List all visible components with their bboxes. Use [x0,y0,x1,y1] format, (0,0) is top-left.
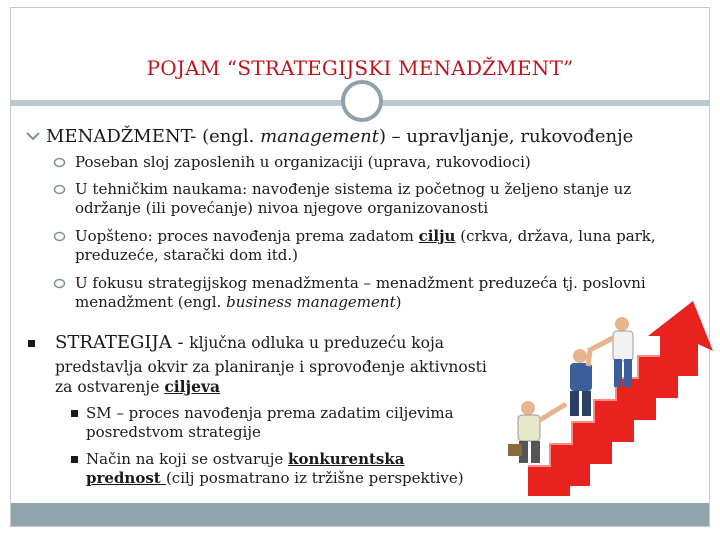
bullet-circle-icon [53,231,66,242]
ciljeva-underlined: ciljeva [164,377,221,396]
bullet-square-icon [71,456,78,463]
strategija-point-2-text: Način na koji se ostvaruje [86,450,289,468]
strategija-definition [55,332,444,353]
bullet-square-icon [71,410,78,417]
decorative-circle-icon [341,80,383,122]
strategija-term: STRATEGIJA - [55,332,190,353]
business-management-emphasis: business management [226,293,396,311]
bullet-square-icon [28,340,35,347]
cilju-link: cilju [418,227,456,245]
prednost-bold: prednost [86,469,166,487]
businessman-middle-icon [570,349,592,416]
sub-point-1-text: Poseban sloj zaposlenih u organizaciji (uprava, rukovodioci) [75,153,531,171]
definition-text: (engl. [196,126,261,147]
strategija-continuation [55,357,495,397]
strategija-point-1 [86,404,486,442]
sub-point-2-line1: U tehničkim naukama: navođenje sistema iz početnog u željeno stanje uz [75,180,632,198]
strategija-line3: za ostvarenje [55,378,165,396]
sub-point-3 [75,227,695,265]
bullet-circle-icon [53,157,66,168]
strategija-point-2-end: (cilj posmatrano iz tržišne perspektive) [165,469,464,487]
definition-emphasis: management [260,126,379,147]
sub-point-3-text-end: (crkva, država, luna park, [455,227,656,245]
sub-point-4-line2: menadžment (engl. [75,293,227,311]
strategija-point-1-line1: SM – proces navođenja prema zadatim ciljevima [86,404,454,422]
sub-point-4-line1: U fokusu strategijskog menadžmenta – menadžment preduzeća tj. poslovni [75,274,646,292]
konkurentska-bold: konkurentska [288,450,405,468]
businessman-top-icon [588,317,633,387]
bullet-arrow-icon [26,131,40,141]
menadzment-term: MENADŽMENT- [46,126,197,147]
sub-point-4-line2-end: ) [395,293,402,311]
sub-point-2 [75,180,695,218]
strategija-line2: predstavlja okvir za planiranje i sprovođenje aktivnosti [55,358,487,376]
menadzment-definition [46,126,633,147]
sub-point-3-text: Uopšteno: proces navođenja prema zadatom [75,227,419,245]
slide-footer-band [11,503,709,526]
sub-point-3-line2: preduzeće, starački dom itd.) [75,246,299,264]
slide-title: POJAM “STRATEGIJSKI MENADŽMENT” [146,56,574,80]
strategija-point-2 [86,450,486,488]
strategija-line1: ključna odluka u preduzeću koja [189,334,445,352]
sub-point-2-line2: održanje (ili povećanje) nivoa njegove organizovanosti [75,199,489,217]
definition-text-end: ) – upravljanje, rukovođenje [378,126,634,147]
climbing-businessmen-illustration [488,296,720,496]
bullet-circle-icon [53,278,66,289]
bullet-circle-icon [53,184,66,195]
strategija-point-1-line2: posredstvom strategije [86,423,261,441]
sub-point-1 [75,153,695,172]
